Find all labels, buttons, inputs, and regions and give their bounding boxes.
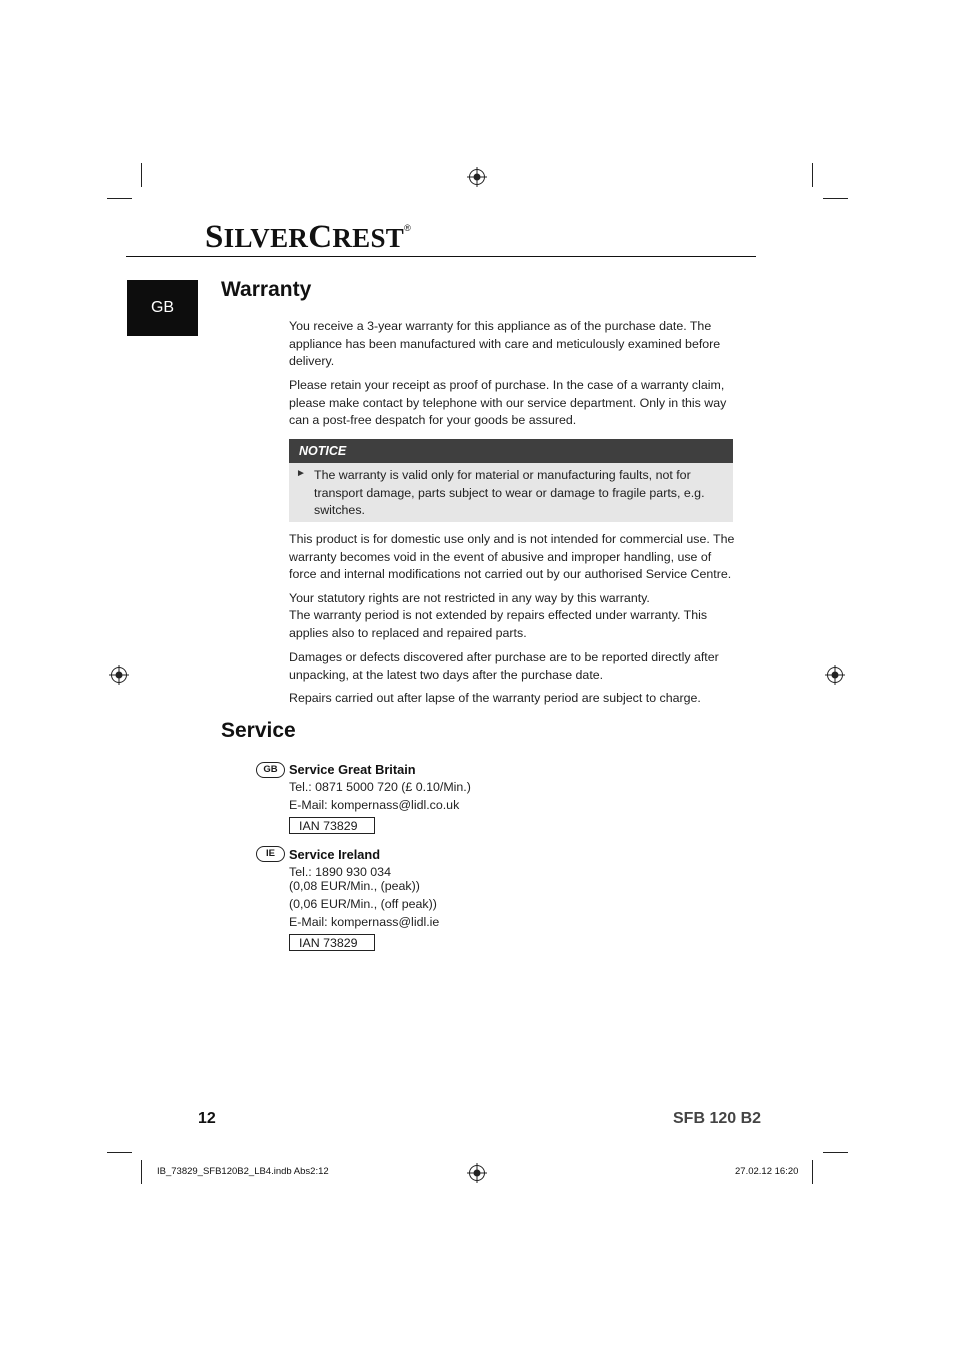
service-ie-peak-rate: (0,08 EUR/Min., (peak)) (289, 879, 420, 893)
print-slug-file: IB_73829_SFB120B2_LB4.indb Abs2:12 (157, 1166, 329, 1177)
warranty-paragraph: Damages or defects discovered after purchase are to be reported directly after unpacking, at the latest two days after the purchase date. (289, 650, 719, 682)
notice-header: NOTICE (289, 439, 733, 463)
model-number: SFB 120 B2 (673, 1110, 762, 1127)
crop-mark (107, 198, 132, 199)
registration-mark-icon (467, 1163, 487, 1183)
service-gb-email: E-Mail: kompernass@lidl.co.uk (289, 798, 460, 812)
brand-logo: SILVERCREST® (205, 219, 412, 255)
service-ie-title: Service Ireland (289, 847, 381, 862)
crop-mark (141, 163, 142, 187)
header-divider (126, 256, 756, 257)
crop-mark (823, 198, 848, 199)
warranty-paragraph: Your statutory rights are not restricted in any way by this warranty. (289, 591, 650, 605)
service-ie-email: E-Mail: kompernass@lidl.ie (289, 915, 440, 929)
crop-mark (107, 1152, 132, 1153)
service-heading: Service (221, 719, 296, 742)
service-gb-phone: Tel.: 0871 5000 720 (£ 0.10/Min.) (289, 780, 471, 794)
warranty-paragraph: The warranty period is not extended by repairs effected under warranty. This applies also to replaced and repaired parts. (289, 608, 708, 640)
service-ie-phone: Tel.: 1890 930 034 (289, 865, 391, 879)
page-number: 12 (198, 1110, 216, 1127)
notice-box (289, 463, 733, 522)
registration-mark-icon (825, 665, 845, 685)
language-tab: GB (127, 280, 198, 336)
warranty-paragraph: This product is for domestic use only and is not intended for commercial use. The warranty becomes void in the event of abusive and improper handling, use of force and internal modifications not carried out by our authorised Service Centre. (289, 532, 735, 581)
warranty-heading: Warranty (221, 278, 312, 301)
ian-number-box: IAN 73829 (289, 817, 375, 834)
ian-number-box: IAN 73829 (289, 934, 375, 951)
notice-text: The warranty is valid only for material or manufacturing faults, not for transport damage, parts subject to wear or damage to fragile parts, e.g. switches. (314, 468, 705, 517)
ie-country-badge: IE (256, 846, 285, 862)
bullet-arrow-icon: ► (296, 468, 306, 479)
crop-mark (823, 1152, 848, 1153)
warranty-paragraph: You receive a 3-year warranty for this appliance as of the purchase date. The appliance has been manufactured with care and meticulously examined before delivery. (289, 319, 721, 368)
warranty-paragraph: Repairs carried out after lapse of the warranty period are subject to charge. (289, 691, 701, 705)
service-ie-offpeak-rate: (0,06 EUR/Min., (off peak)) (289, 897, 437, 911)
print-slug-date: 27.02.12 16:20 (735, 1166, 799, 1177)
registration-mark-icon (467, 167, 487, 187)
service-gb-title: Service Great Britain (289, 762, 416, 777)
crop-mark (812, 1160, 813, 1184)
gb-country-badge: GB (256, 762, 285, 778)
registration-mark-icon (109, 665, 129, 685)
crop-mark (812, 163, 813, 187)
crop-mark (141, 1160, 142, 1184)
warranty-paragraph: Please retain your receipt as proof of purchase. In the case of a warranty claim, please make contact by telephone with our service department. Only in this way can a post-free despatch for your goods be assured. (289, 378, 727, 427)
